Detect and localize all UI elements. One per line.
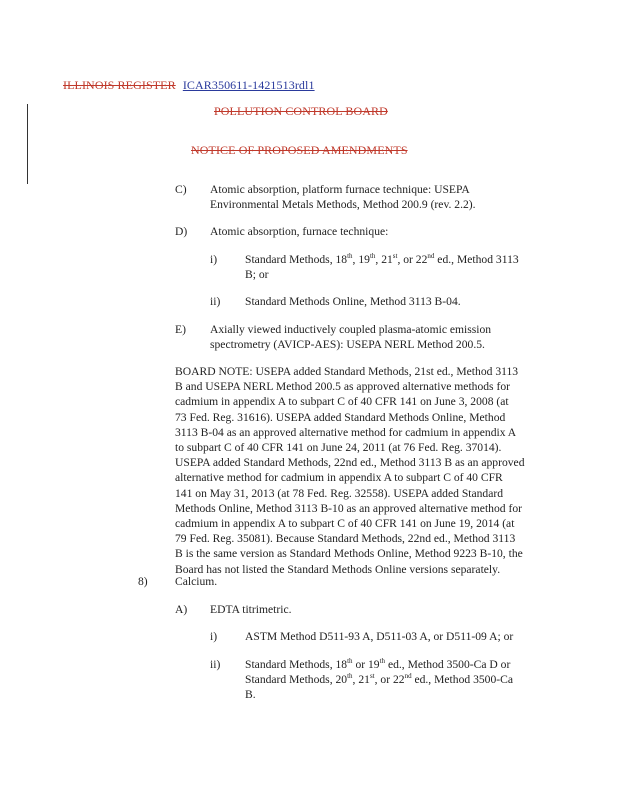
- item-d-i-line2: B; or: [245, 268, 269, 281]
- board-title: POLLUTION CONTROL BOARD: [214, 104, 388, 118]
- board-note-line: B and USEPA NERL Method 200.5 as approved alternative methods for: [175, 380, 510, 394]
- item-c-line1: Atomic absorption, platform furnace technique: USEPA: [210, 183, 470, 196]
- board-note-line: 79 Fed. Reg. 35081). Because Standard Methods, 22nd ed., Method 3113: [175, 532, 516, 546]
- item-8a-i-label: i): [210, 630, 218, 643]
- item-8a-text: EDTA titrimetric.: [210, 603, 292, 616]
- board-note: [175, 364, 545, 577]
- item-c-label: C): [175, 183, 187, 196]
- item-8a-label: A): [175, 603, 188, 616]
- board-note-line: USEPA added Standard Methods, 22nd ed., Method 3113 B as an approved: [175, 456, 525, 470]
- item-c-line2: Environmental Metals Methods, Method 200.9 (rev. 2.2).: [210, 198, 476, 211]
- item-d-i-line1: Standard Methods, 18th, 19th, 21st, or 22nd ed., Method 3113: [245, 252, 519, 266]
- item-e-line2: spectrometry (AVICP-AES): USEPA NERL Method 200.5.: [210, 338, 485, 351]
- item-d-text: Atomic absorption, furnace technique:: [210, 225, 389, 238]
- item-d-i-label: i): [210, 253, 218, 266]
- item-8a-i-text: ASTM Method D511-93 A, D511-03 A, or D511-09 A; or: [245, 630, 514, 643]
- item-d-label: D): [175, 225, 188, 238]
- item-8a-ii-label: ii): [210, 658, 221, 671]
- revision-change-bar: [27, 104, 28, 184]
- item-8a-ii-line1: Standard Methods, 18th or 19th ed., Method 3500-Ca D or: [245, 657, 511, 671]
- section-8-label: 8): [138, 575, 148, 588]
- board-note-line: 73 Fed. Reg. 31616). USEPA added Standard Methods Online, Method: [175, 410, 506, 424]
- board-note-line: BOARD NOTE: USEPA added Standard Methods, 21st ed., Method 3113: [175, 365, 519, 378]
- board-note-line: to subpart C of 40 CFR 141 on June 24, 2011 (at 76 Fed. Reg. 37014).: [175, 441, 502, 455]
- item-e-label: E): [175, 323, 186, 336]
- register-header: [63, 78, 315, 93]
- item-d-ii-label: ii): [210, 295, 221, 308]
- board-note-line: 141 on May 31, 2013 (at 78 Fed. Reg. 32558). USEPA added Standard: [175, 486, 504, 500]
- board-note-line: cadmium in appendix A to subpart C of 40 CFR 141 on June 19, 2014 (at: [175, 517, 515, 531]
- board-note-line: B is the same version as Standard Methods Online, Method 9223 B-10, the: [175, 547, 523, 561]
- board-note-line: cadmium in appendix A to subpart C of 40 CFR 141 on June 3, 2008 (at: [175, 395, 509, 409]
- notice-title: NOTICE OF PROPOSED AMENDMENTS: [191, 143, 408, 157]
- board-note-line: Methods Online, Method 3113 B-10 as an approved alternative method for: [175, 501, 522, 515]
- item-8a-ii-line3: B.: [245, 688, 256, 701]
- board-note-line: 3113 B-04 as an approved alternative method for cadmium in appendix A: [175, 425, 517, 439]
- item-8a-ii-line2: Standard Methods, 20th, 21st, or 22nd ed., Method 3500-Ca: [245, 672, 513, 686]
- item-d-ii-text: Standard Methods Online, Method 3113 B-04.: [245, 295, 461, 308]
- item-e-line1: Axially viewed inductively coupled plasma-atomic emission: [210, 323, 492, 336]
- board-note-line: alternative method for cadmium in appendix A to subpart C of 40 CFR: [175, 471, 503, 485]
- board-note-line: Board has not listed the Standard Methods Online versions separately.: [175, 562, 501, 576]
- register-deleted-text: ILLINOIS REGISTER: [63, 78, 176, 92]
- register-inserted-text: ICAR350611-1421513rdl1: [182, 78, 315, 92]
- section-8-title: Calcium.: [175, 575, 218, 588]
